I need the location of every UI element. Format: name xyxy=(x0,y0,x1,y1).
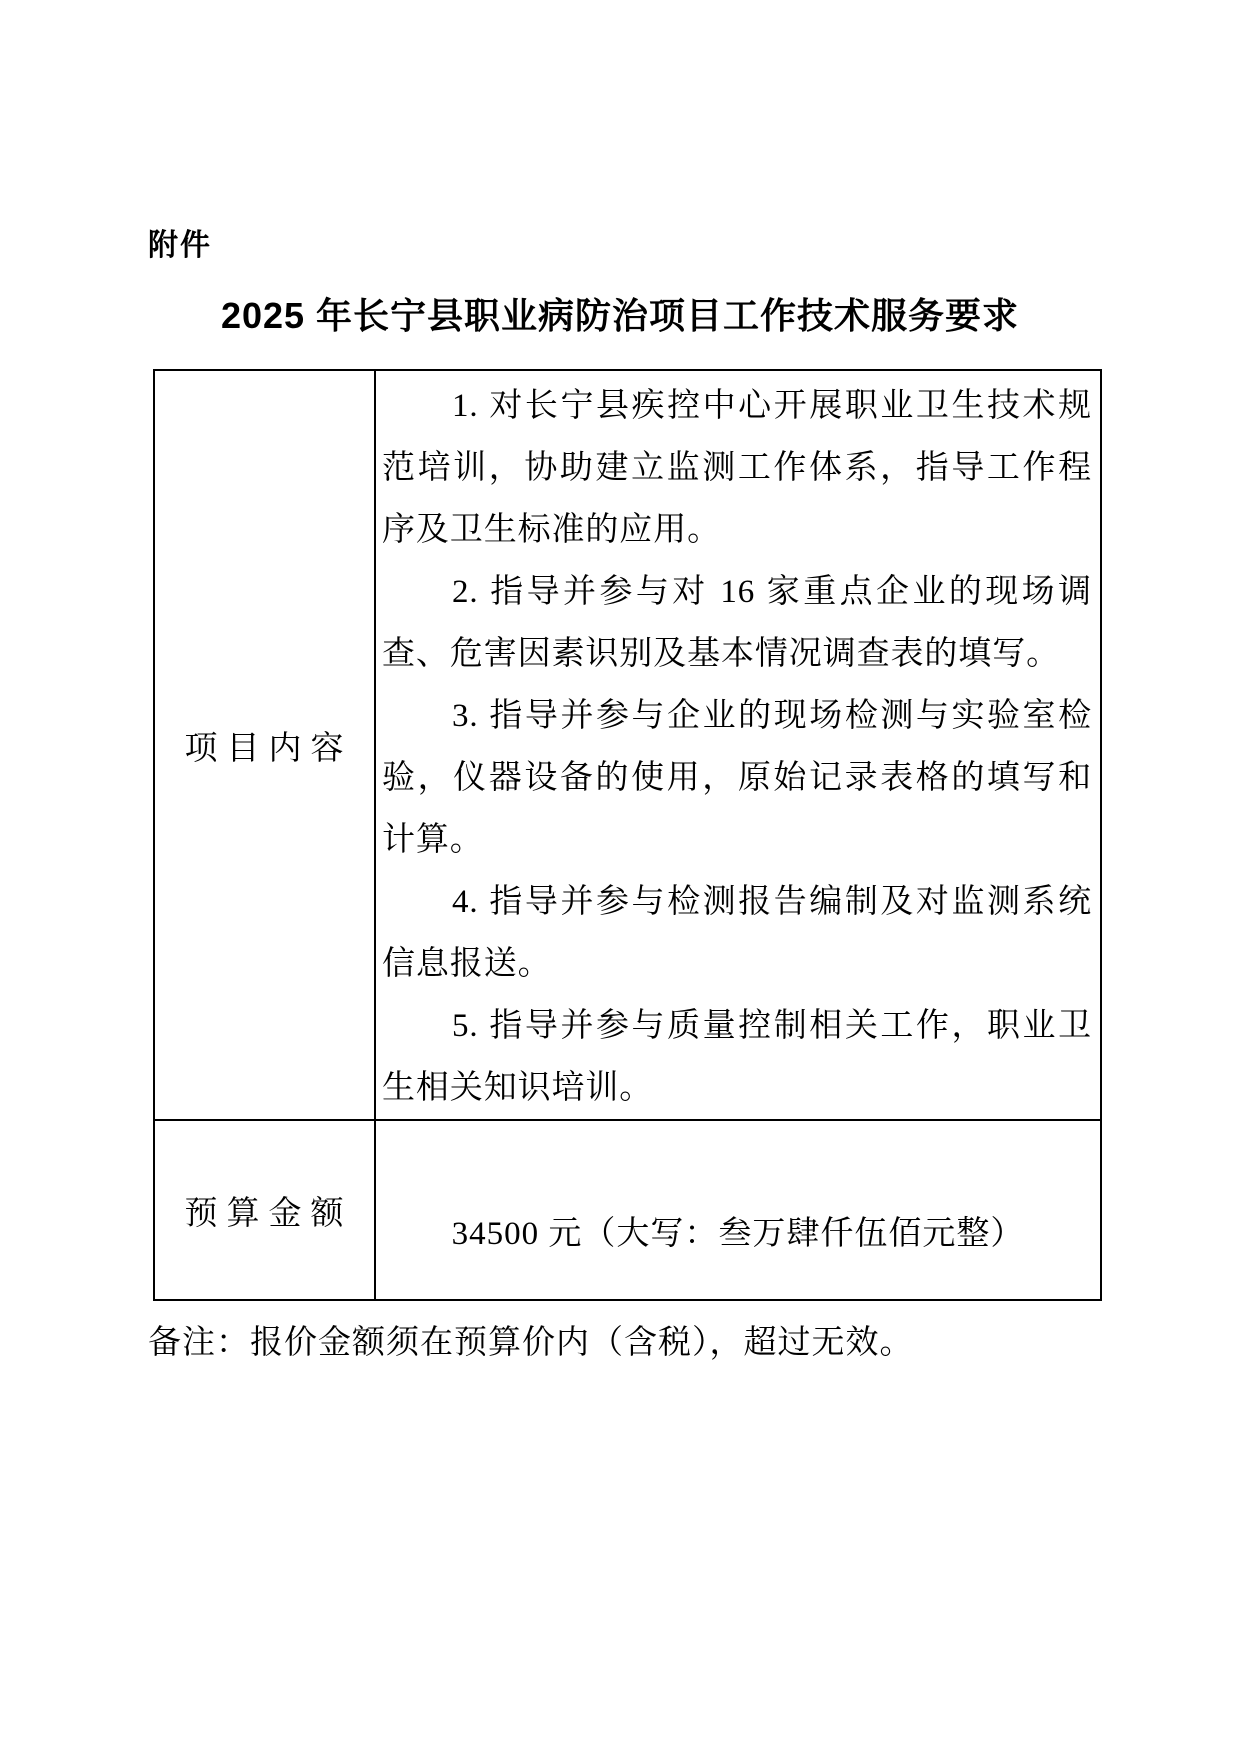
requirements-table xyxy=(153,369,1102,1301)
project-item-2: 2. 指导并参与对 16 家重点企业的现场调查、危害因素识别及基本情况调查表的填写。 xyxy=(382,574,1092,672)
attachment-label: 附件 xyxy=(148,229,212,262)
project-item-4: 4. 指导并参与检测报告编制及对监测系统信息报送。 xyxy=(382,884,1092,982)
project-item-5: 5. 指导并参与质量控制相关工作，职业卫生相关知识培训。 xyxy=(382,1008,1092,1106)
project-item-1: 1. 对长宁县疾控中心开展职业卫生技术规范培训，协助建立监测工作体系，指导工作程序及卫生标准的应用。 xyxy=(382,388,1092,548)
table-row-budget xyxy=(154,1120,1101,1300)
budget-amount-cell: 34500 元（大写：叁万肆仟伍佰元整） xyxy=(375,1120,1101,1300)
document-title: 2025 年长宁县职业病防治项目工作技术服务要求 xyxy=(220,295,1020,336)
table-row-project-content xyxy=(154,370,1101,1120)
project-content-cell xyxy=(375,370,1101,1120)
row-label-budget: 预算金额 xyxy=(154,1120,375,1300)
project-item-3: 3. 指导并参与企业的现场检测与实验室检验，仪器设备的使用，原始记录表格的填写和计算。 xyxy=(382,698,1092,858)
row-label-project-content: 项目内容 xyxy=(154,370,375,1120)
note-text: 备注：报价金额须在预算价内（含税），超过无效。 xyxy=(148,1325,914,1361)
